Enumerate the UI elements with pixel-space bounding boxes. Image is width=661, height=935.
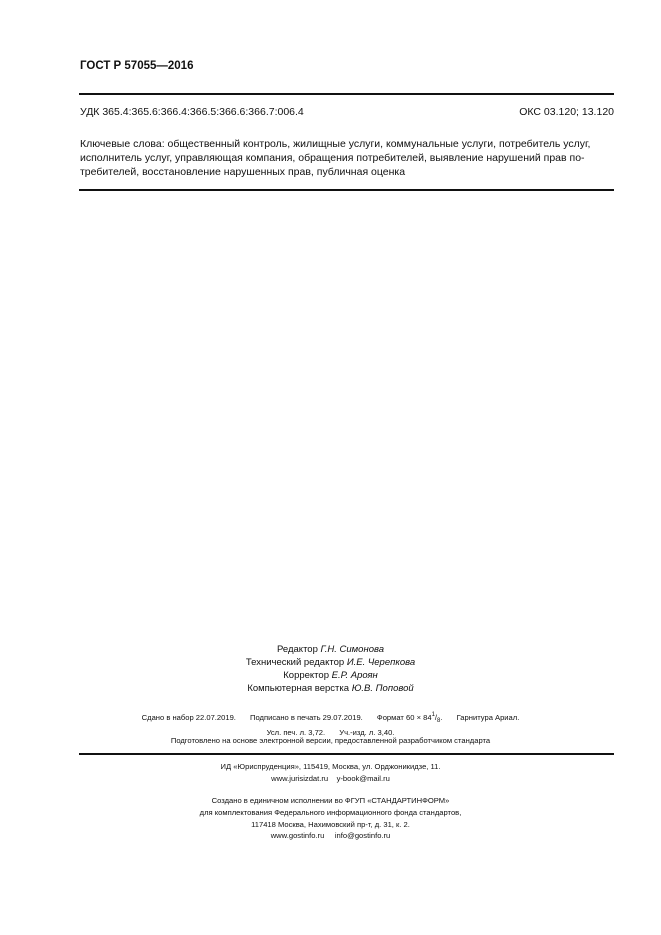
credits-block — [0, 643, 661, 695]
signed-date: Подписано в печать 29.07.2019. — [250, 713, 363, 722]
publication-line-1 — [0, 709, 661, 727]
editor-name: Г.Н. Симонова — [320, 644, 385, 655]
created-line-2: для комплектования Федерального информационного фонда стандартов, — [199, 808, 462, 817]
publisher-contacts — [0, 773, 661, 785]
publisher-email-link[interactable]: y-book@mail.ru — [336, 774, 390, 783]
gostinfo-site-link[interactable]: www.gostinfo.ru — [270, 831, 325, 840]
publication-info — [0, 709, 661, 739]
udc-code: УДК 365.4:365.6:366.4:366.5:366.6:366.7:006.4 — [80, 106, 304, 118]
standard-code: ГОСТ Р 57055—2016 — [80, 60, 194, 72]
created-line-1: Создано в единичном исполнении во ФГУП «СТАНДАРТИНФОРМ» — [211, 796, 450, 805]
submitted-date: Сдано в набор 22.07.2019. — [141, 713, 236, 722]
layout-row: Компьютерная верстка Ю.В. Поповой — [247, 683, 414, 694]
source-note: Подготовлено на основе электронной версии, предоставленной разработчиком стандарта — [170, 736, 491, 745]
format: Формат $60 \times 84^1/_8$. — [376, 712, 443, 724]
pub-sheets: Уч.-изд. л. 3,40. — [339, 728, 395, 737]
print-sheets: Усл. печ. л. 3,72. — [266, 728, 326, 737]
corrector-row: Корректор Е.Р. Ароян — [283, 670, 378, 681]
publisher-line: ИД «Юриспруденция», 115419, Москва, ул. Орджоникидзе, 11. — [220, 762, 441, 771]
tech-editor-name: И.Е. Черепкова — [346, 657, 416, 668]
publisher-site-link[interactable]: www.jurisizdat.ru — [271, 774, 329, 783]
layout-name: Ю.В. Поповой — [351, 683, 414, 694]
editor-row: Редактор Г.Н. Симонова — [276, 644, 385, 655]
tech-editor-row: Технический редактор И.Е. Черепкова — [245, 657, 416, 668]
oks-code: ОКС 03.120; 13.120 — [519, 106, 614, 118]
bottom-divider — [79, 753, 614, 755]
keywords-divider — [79, 189, 614, 191]
top-divider — [79, 93, 614, 95]
standartinform-address: 117418 Москва, Нахимовский пр-т, д. 31, к. 2. — [251, 820, 410, 829]
font-info: Гарнитура Ариал. — [456, 713, 520, 722]
standartinform-contacts — [0, 830, 661, 842]
corrector-name: Е.Р. Ароян — [331, 670, 378, 681]
gostinfo-email-link[interactable]: info@gostinfo.ru — [334, 831, 391, 840]
keywords-paragraph: Ключевые слова: общественный контроль, жилищные услуги, коммунальные услуги, потребитель услуг, исполнитель услуг, управляющая компания, обращения потребителей, выявление нарушений прав по-требителей, восстановление нарушенных прав, публичная оценка — [80, 138, 591, 178]
